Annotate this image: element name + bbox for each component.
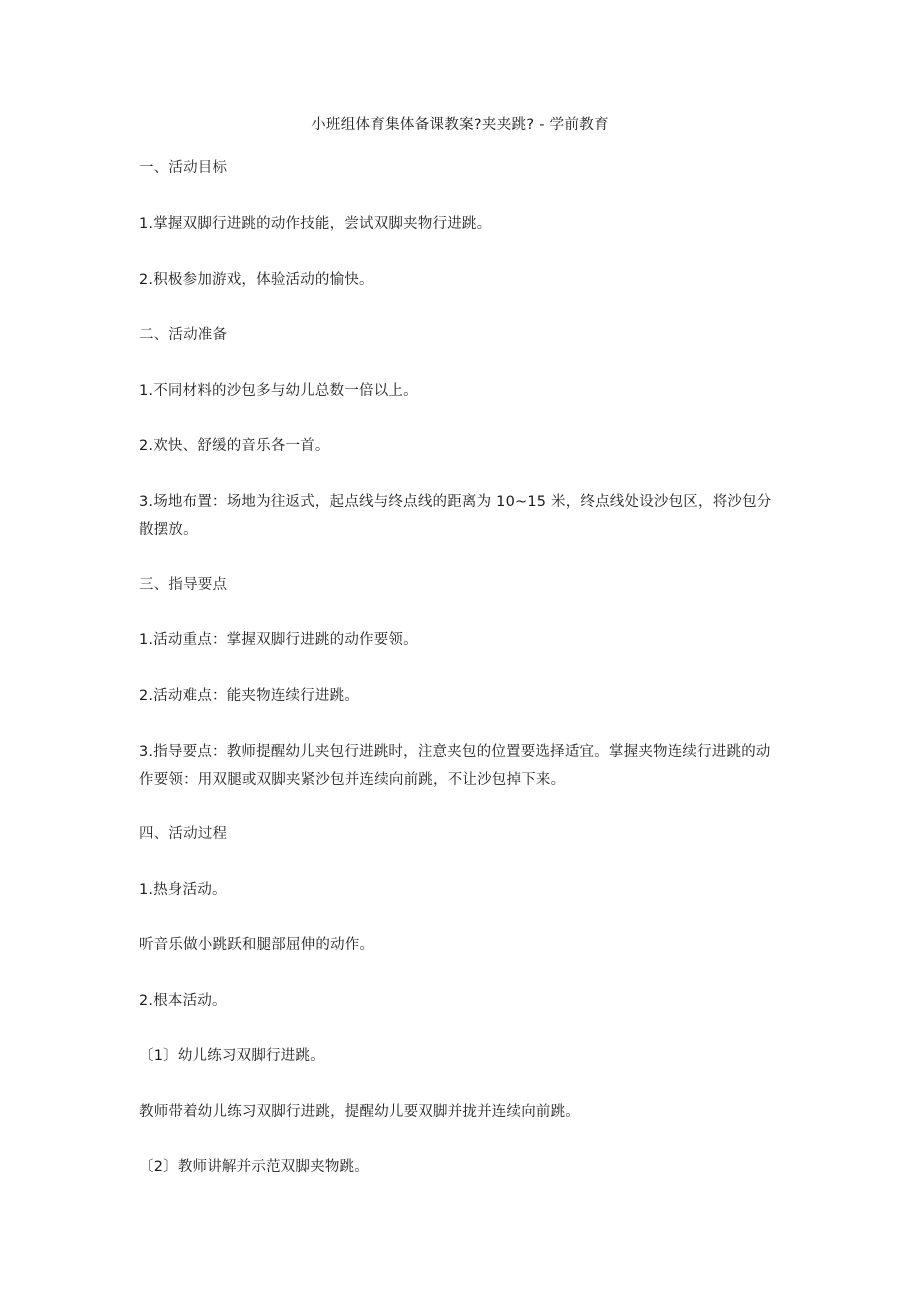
section-heading-process: 四、活动过程 bbox=[139, 826, 228, 842]
paragraph: 2.积极参加游戏，体验活动的愉快。 bbox=[139, 272, 374, 288]
paragraph: 1.不同材料的沙包多与幼儿总数一倍以上。 bbox=[139, 383, 418, 399]
paragraph: 1.热身活动。 bbox=[139, 882, 227, 898]
paragraph: 2.根本活动。 bbox=[139, 993, 227, 1009]
document-title: 小班组体育集体备课教案?夹夹跳? - 学前教育 bbox=[311, 117, 609, 133]
paragraph: 2.欢快、舒缓的音乐各一首。 bbox=[139, 438, 330, 454]
paragraph: 〔2〕教师讲解并示范双脚夹物跳。 bbox=[139, 1159, 369, 1175]
paragraph: 听音乐做小跳跃和腿部屈伸的动作。 bbox=[139, 937, 375, 953]
paragraph: 1.活动重点：掌握双脚行进跳的动作要领。 bbox=[139, 632, 418, 648]
section-heading-goals: 一、活动目标 bbox=[139, 160, 228, 176]
paragraph: 3.指导要点：教师提醒幼儿夹包行进跳时，注意夹包的位置要选择适宜。掌握夹物连续行进跳的动作要领：用双腿或双脚夹紧沙包并连续向前跳，不让沙包掉下来。 bbox=[139, 744, 771, 788]
section-heading-guidance: 三、指导要点 bbox=[139, 577, 228, 593]
section-heading-preparation: 二、活动准备 bbox=[139, 327, 228, 343]
paragraph: 2.活动难点：能夹物连续行进跳。 bbox=[139, 688, 360, 704]
paragraph: 〔1〕幼儿练习双脚行进跳。 bbox=[139, 1048, 325, 1064]
paragraph: 教师带着幼儿练习双脚行进跳，提醒幼儿要双脚并拢并连续向前跳。 bbox=[139, 1104, 580, 1120]
paragraph: 3.场地布置：场地为往返式，起点线与终点线的距离为 10~15 米，终点线处设沙包区，将沙包分散摆放。 bbox=[139, 494, 772, 538]
paragraph: 1.掌握双脚行进跳的动作技能，尝试双脚夹物行进跳。 bbox=[139, 216, 492, 232]
